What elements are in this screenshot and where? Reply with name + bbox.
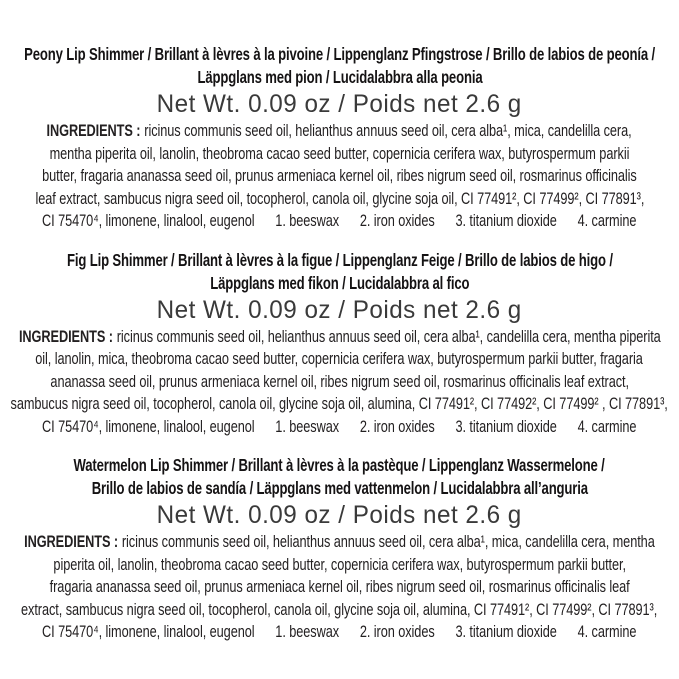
ingredients-line xyxy=(0,599,679,622)
ingredients-line xyxy=(0,554,679,577)
product-title-line xyxy=(0,272,679,295)
product-title-line xyxy=(0,249,679,272)
ingredients-text: CI 75470⁴, limonene, linalool, eugenol 1. beeswax 2. iron oxides 3. titanium dioxide 4. carmine xyxy=(42,622,637,641)
ingredients-text: ricinus communis seed oil, helianthus annuus seed oil, cera alba¹, mica, candelilla cera, mentha xyxy=(121,532,655,551)
ingredients-text: mentha piperita oil, lanolin, theobroma cacao seed butter, copernicia cerifera wax, butyrospermum parkii xyxy=(49,143,630,163)
ingredients-line xyxy=(0,143,679,166)
ingredients-line xyxy=(0,393,679,416)
ingredients-label: INGREDIENTS : xyxy=(24,532,119,551)
product-title-line xyxy=(0,477,679,500)
ingredients-label: INGREDIENTS : xyxy=(18,326,113,346)
ingredients-line xyxy=(0,348,679,371)
ingredients-text: leaf extract, sambucus nigra seed oil, tocopherol, canola oil, glycine soja oil, CI 77491², CI 77499², CI 77891³, xyxy=(35,188,644,208)
ingredients-line xyxy=(0,416,679,439)
ingredients-text: ricinus communis seed oil, helianthus annuus seed oil, cera alba¹, mica, candelilla cera, xyxy=(144,121,633,140)
product-section-fig xyxy=(0,249,679,439)
product-title-text: Läppglans med fikon / Lucidalabbra al fico xyxy=(209,272,470,293)
ingredients-text: extract, sambucus nigra seed oil, tocopherol, canola oil, glycine soja oil, alumina, CI 77491², CI 77499², CI 77891³, xyxy=(21,599,658,619)
product-section-peony xyxy=(0,43,679,233)
ingredients-text: oil, lanolin, mica, theobroma cacao seed butter, copernicia cerifera wax, butyrospermum parkii butter, fragaria xyxy=(35,349,644,368)
ingredients-line xyxy=(0,188,679,211)
ingredients-line xyxy=(0,210,679,233)
net-weight-text: Net Wt. 0.09 oz / Poids net 2.6 g xyxy=(156,501,523,529)
product-title-line xyxy=(0,454,679,477)
ingredients-text: ricinus communis seed oil, helianthus annuus seed oil, cera alba¹, candelilla cera, mentha piperita xyxy=(116,326,661,346)
ingredients-label: INGREDIENTS : xyxy=(46,121,141,140)
ingredients-text: fragaria ananassa seed oil, prunus armeniaca kernel oil, ribes nigrum seed oil, rosmarinus officinalis leaf xyxy=(49,577,630,596)
product-title-text: Watermelon Lip Shimmer / Brillant à lèvres à la pastèque / Lippenglanz Wassermelone / xyxy=(73,455,606,475)
net-weight-text: Net Wt. 0.09 oz / Poids net 2.6 g xyxy=(156,295,523,324)
product-title-line xyxy=(0,43,679,66)
product-title-line xyxy=(0,66,679,89)
net-weight xyxy=(0,295,679,326)
product-title-text: Läppglans med pion / Lucidalabbra alla peonia xyxy=(197,67,482,87)
product-section-watermelon xyxy=(0,454,679,644)
product-title-text: Fig Lip Shimmer / Brillant à lèvres à la figue / Lippenglanz Feige / Brillo de labios de higo / xyxy=(66,249,613,270)
ingredients-text: sambucus nigra seed oil, tocopherol, canola oil, glycine soja oil, alumina, CI 77491², CI 77492², CI 77499² , CI 77891³, xyxy=(10,394,669,413)
ingredients-text: butter, fragaria ananassa seed oil, prunus armeniaca kernel oil, ribes nigrum seed oil, rosmarinus officinalis xyxy=(42,166,637,185)
product-title-text: Peony Lip Shimmer / Brillant à lèvres à la pivoine / Lippenglanz Pfingstrose / Brillo de labios de peonía / xyxy=(24,44,655,64)
ingredients-line xyxy=(0,326,679,349)
ingredients-line xyxy=(0,531,679,554)
net-weight xyxy=(0,89,679,120)
ingredients-text: CI 75470⁴, limonene, linalool, eugenol 1. beeswax 2. iron oxides 3. titanium dioxide 4. carmine xyxy=(42,211,637,230)
ingredients-text: ananassa seed oil, prunus armeniaca kernel oil, ribes nigrum seed oil, rosmarinus officinalis leaf extract, xyxy=(50,371,629,391)
net-weight-text: Net Wt. 0.09 oz / Poids net 2.6 g xyxy=(156,90,523,118)
ingredients-line xyxy=(0,621,679,644)
net-weight xyxy=(0,500,679,531)
ingredients-line xyxy=(0,120,679,143)
ingredients-text: piperita oil, lanolin, theobroma cacao seed butter, copernicia cerifera wax, butyrospermum parkii butter, xyxy=(53,554,626,574)
ingredients-line xyxy=(0,576,679,599)
ingredients-line xyxy=(0,371,679,394)
product-title-text: Brillo de labios de sandía / Läppglans med vattenmelon / Lucidalabbra all’anguria xyxy=(91,478,588,498)
ingredients-text: CI 75470⁴, limonene, linalool, eugenol 1. beeswax 2. iron oxides 3. titanium dioxide 4. carmine xyxy=(42,416,637,436)
ingredients-line xyxy=(0,165,679,188)
